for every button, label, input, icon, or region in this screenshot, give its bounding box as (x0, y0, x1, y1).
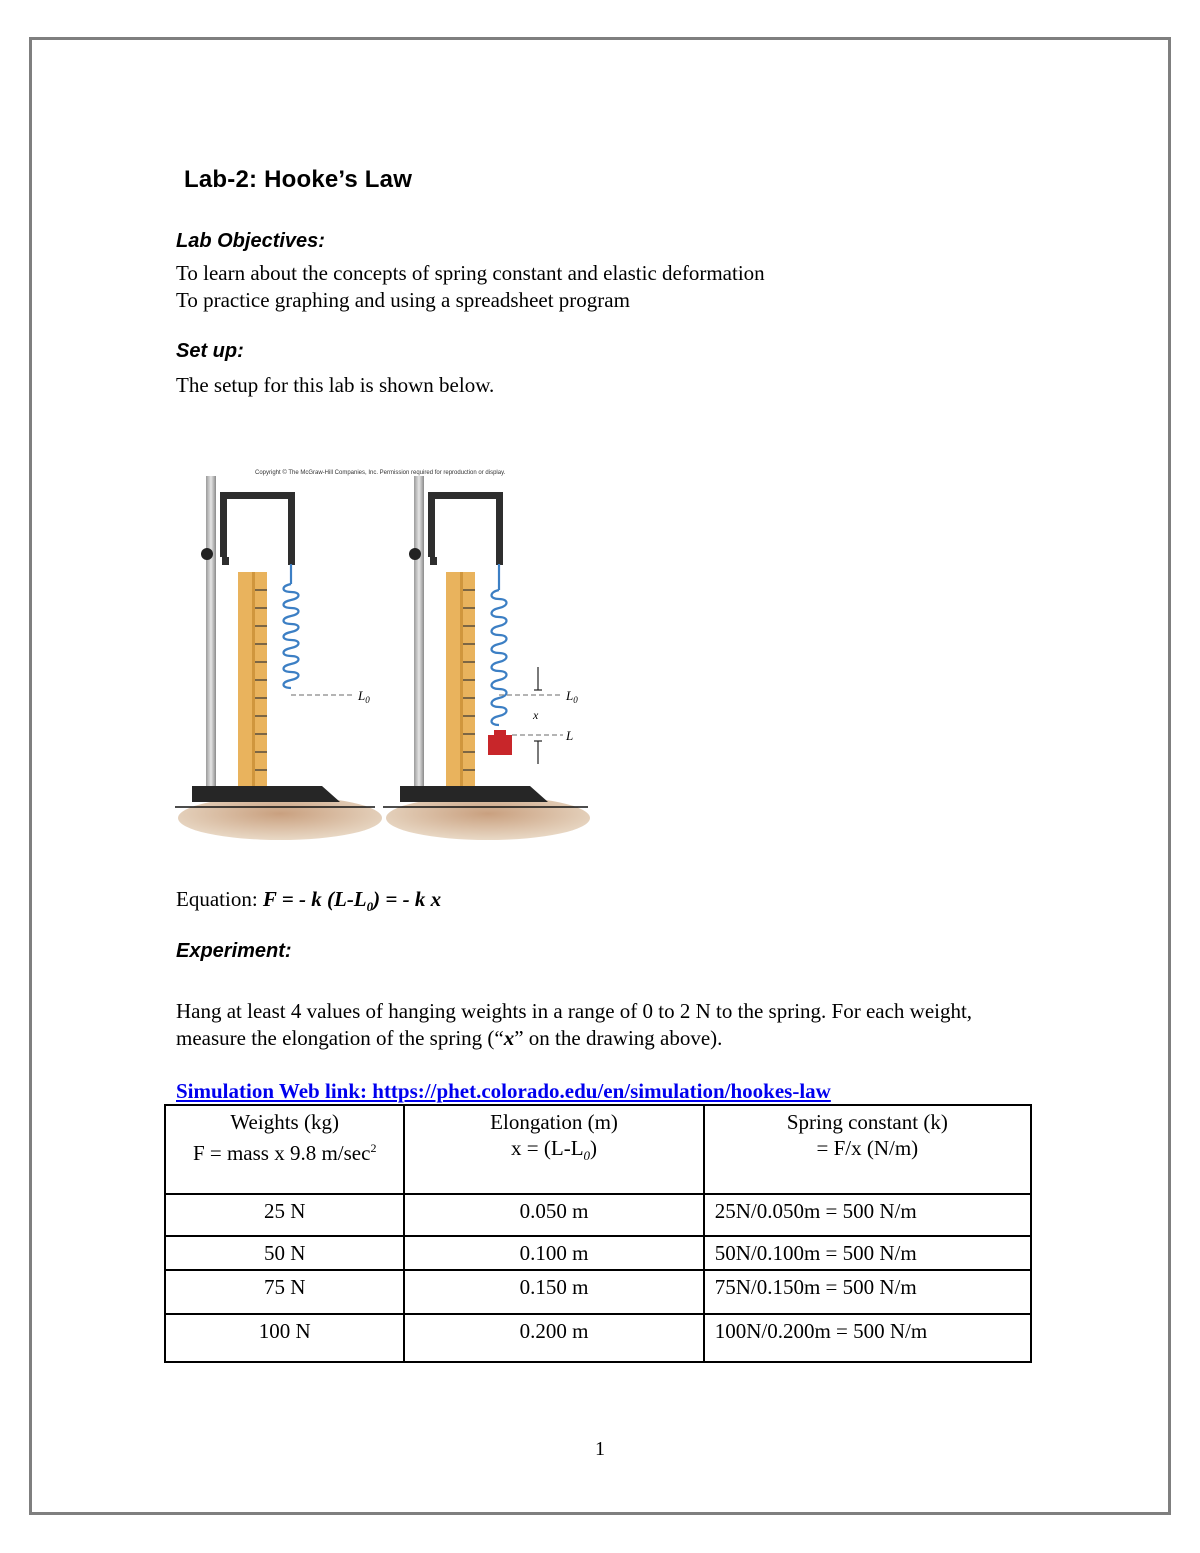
cell-weight: 75 N (165, 1270, 404, 1314)
left-clamp-arm (220, 492, 295, 557)
table-row (165, 1314, 1031, 1362)
setup-heading: Set up: (176, 340, 244, 362)
right-clamp-arm (428, 492, 503, 557)
experiment-x-symbol: x (503, 1026, 515, 1050)
left-setup (175, 476, 382, 840)
experiment-text-part1: Hang at least 4 values of hanging weights in a range of 0 to 2 N to the spring. For each weight, measure the elongation of the spring (“ (176, 999, 973, 1050)
cell-spring-constant: 100N/0.200m = 500 N/m (704, 1314, 1031, 1362)
right-ground (386, 796, 590, 840)
right-stand-pole (414, 476, 424, 786)
table-row (165, 1270, 1031, 1314)
spring-setup-diagram (170, 462, 600, 847)
right-L0-label: $L_0$ (566, 688, 578, 705)
left-ground (178, 796, 382, 840)
cell-elongation: 0.150 m (404, 1270, 703, 1314)
header-weights (165, 1105, 404, 1194)
header-spring-line1: Spring constant (k) (786, 1110, 948, 1134)
cell-elongation: 0.200 m (404, 1314, 703, 1362)
objective-line-1: To learn about the concepts of spring constant and elastic deformation (176, 261, 765, 285)
experiment-text-part2: ” on the drawing above). (514, 1026, 723, 1050)
equation-formula-part2: ) = - k x (373, 887, 442, 911)
equation-formula-part1: F = - k (L-L (262, 887, 367, 911)
L-label: L (566, 728, 574, 743)
cell-elongation: 0.100 m (404, 1236, 703, 1270)
header-elongation (404, 1105, 703, 1194)
header-elongation-line2: $x = (L-L_0)$ (511, 1136, 598, 1164)
header-spring-line2: = F/x (N/m) (816, 1136, 919, 1160)
cell-weight: 100 N (165, 1314, 404, 1362)
table-header-row (165, 1105, 1031, 1194)
data-table (164, 1104, 1032, 1363)
hookes-law-figure (170, 462, 600, 852)
copyright-text: Copyright © The McGraw-Hill Companies, Inc. Permission required for reproduction or display. (255, 470, 506, 476)
cell-spring-constant: 50N/0.100m = 500 N/m (704, 1236, 1031, 1270)
setup-text: The setup for this lab is shown below. (176, 373, 495, 397)
equation (176, 887, 441, 915)
x-label: x (533, 708, 539, 722)
cell-weight: 25 N (165, 1194, 404, 1236)
header-spring-constant (704, 1105, 1031, 1194)
table-row (165, 1194, 1031, 1236)
left-stand-pole (206, 476, 216, 786)
hanging-mass (488, 735, 512, 755)
left-base (192, 786, 340, 802)
objectives-heading: Lab Objectives: (176, 230, 325, 252)
page-number: 1 (595, 1438, 605, 1460)
header-elongation-line1: Elongation (m) (490, 1110, 618, 1134)
cell-weight: 50 N (165, 1236, 404, 1270)
cell-spring-constant: 75N/0.150m = 500 N/m (704, 1270, 1031, 1314)
table-row (165, 1236, 1031, 1270)
experiment-heading: Experiment: (176, 940, 292, 962)
left-L0-label: $L_0$ (358, 688, 370, 705)
cell-elongation: 0.050 m (404, 1194, 703, 1236)
experiment-paragraph (176, 998, 1036, 1052)
right-setup (383, 476, 590, 840)
equation-subscript: 0 (366, 899, 374, 915)
objective-line-2: To practice graphing and using a spreadsheet program (176, 288, 630, 312)
cell-spring-constant: 25N/0.050m = 500 N/m (704, 1194, 1031, 1236)
header-weights-line1: Weights (kg) (230, 1110, 339, 1134)
right-base (400, 786, 548, 802)
header-weights-line2: F = mass x 9.8 $m/\sec^2$ (192, 1141, 377, 1165)
equation-prefix: Equation: (176, 887, 263, 911)
document-title: Lab-2: Hooke’s Law (184, 166, 413, 193)
left-spring (284, 564, 299, 688)
right-spring (492, 564, 507, 725)
simulation-link[interactable]: Simulation Web link: https://phet.colorado.edu/en/simulation/hookes-law (176, 1079, 831, 1103)
